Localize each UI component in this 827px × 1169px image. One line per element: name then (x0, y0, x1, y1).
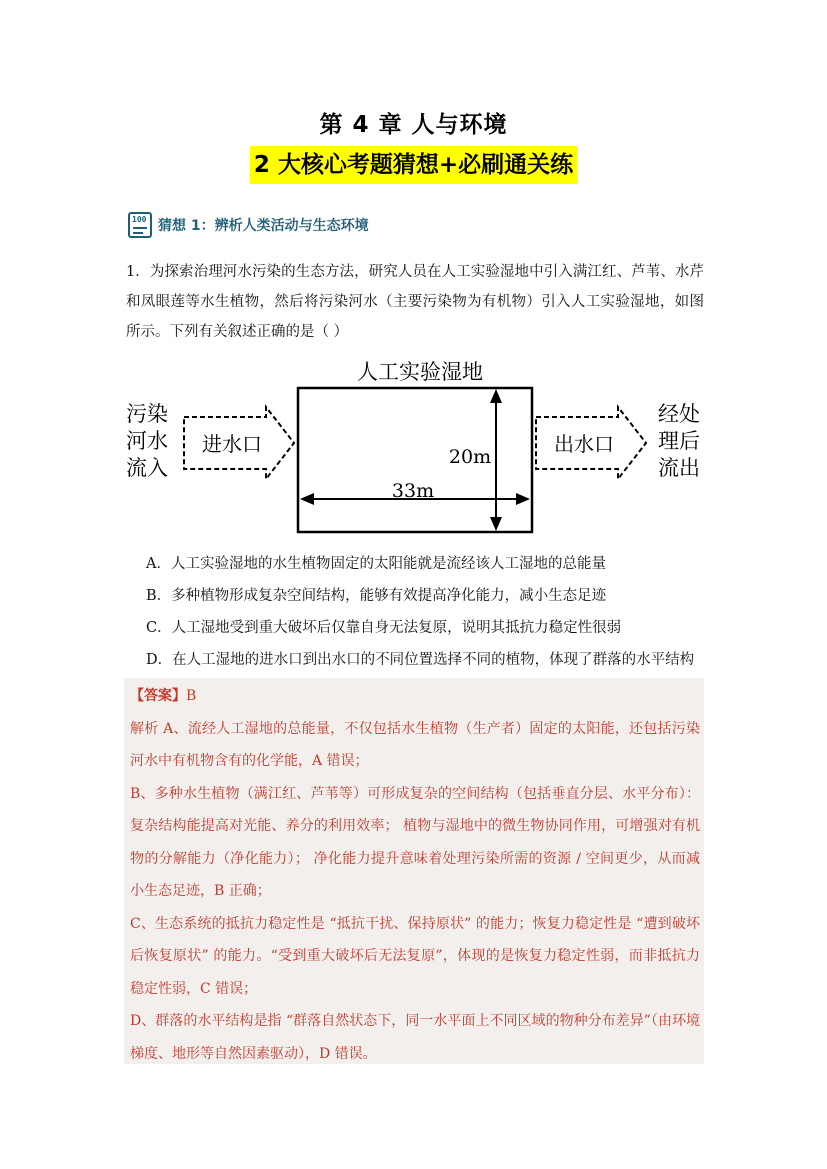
answer-options (146, 548, 716, 676)
width-label: 33m (391, 480, 435, 502)
explanation-d: D、群落的水平结构是指 “群落自然状态下，同一水平面上不同区域的物种分布差异”（由环境梯度、地形等自然因素驱动），D 错误。 (130, 1013, 700, 1062)
wetland-diagram (126, 355, 708, 540)
book-list-icon: 100 (128, 212, 152, 238)
height-label: 20m (448, 446, 492, 468)
answer-label: 【答案】 (130, 688, 186, 704)
page-subtitle: 2 大核心考题猜想+必刷通关练 (250, 146, 577, 184)
explanation-b: B、多种水生植物（满江红、芦苇等）可形成复杂的空间结构（包括垂直分层、水平分布）：复杂结构能提高对光能、养分的利用效率； 植物与湿地中的微生物协同作用，可增强对有机物的分解能力（净化能力）； 净化能力提升意味着处理污染所需的资源 / 空间更少，从而减小生态足迹，B 正确； (130, 785, 700, 899)
section-header (128, 212, 369, 238)
right-text-2: 理后 (658, 429, 700, 453)
option-b: B．多种植物形成复杂空间结构，能够有效提高净化能力，减小生态足迹 (146, 588, 607, 604)
answer-line (130, 680, 700, 713)
left-text-3: 流入 (126, 456, 168, 480)
question-stem: 1．为探索治理河水污染的生态方法，研究人员在人工实验湿地中引入满江红、芦苇、水芹和凤眼莲等水生植物，然后将污染河水（主要污染物为有机物）引入人工实验湿地，如图所示。下列有关叙述正确的是（ ） (126, 264, 704, 340)
explanation-c: C、生态系统的抵抗力稳定性是 “抵抗干扰、保持原状” 的能力；恢复力稳定性是 “遭到破坏后恢复原状” 的能力。“受到重大破坏后无法复原”，体现的是恢复力稳定性弱，而非抵抗力稳定性弱，C 错误； (130, 915, 700, 997)
right-text-1: 经处 (658, 402, 700, 426)
answer-explanation (124, 678, 704, 1064)
answer-value: B (186, 688, 197, 704)
section-title: 猜想 1：辨析人类活动与生态环境 (158, 218, 369, 234)
option-d: D．在人工湿地的进水口到出水口的不同位置选择不同的植物，体现了群落的水平结构 (146, 652, 695, 668)
diagram-title: 人工实验湿地 (357, 360, 483, 384)
left-text-1: 污染 (126, 402, 168, 426)
outlet-label: 出水口 (554, 432, 614, 456)
option-a: A．人工实验湿地的水生植物固定的太阳能就是流经该人工湿地的总能量 (146, 556, 606, 572)
option-c: C．人工湿地受到重大破坏后仅靠自身无法复原，说明其抵抗力稳定性很弱 (146, 620, 622, 636)
explanation-a: 解析 A、流经人工湿地的总能量，不仅包括水生植物（生产者）固定的太阳能，还包括污染河水中有机物含有的化学能，A 错误； (130, 720, 700, 769)
chapter-title: 第 4 章 人与环境 (319, 112, 508, 138)
right-text-3: 流出 (658, 456, 700, 480)
inlet-label: 进水口 (202, 432, 262, 456)
left-text-2: 河水 (126, 429, 168, 453)
